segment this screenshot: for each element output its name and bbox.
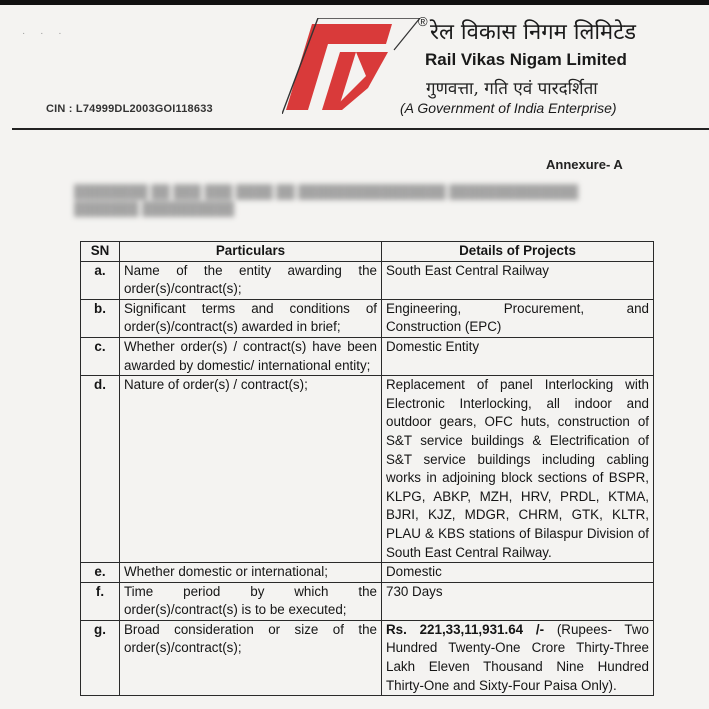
column-header-details: Details of Projects	[382, 242, 654, 262]
table-header-row	[81, 242, 654, 262]
company-name: Rail Vikas Nigam Limited	[425, 50, 627, 69]
contract-amount: Rs. 221,33,11,931.64 /-	[386, 621, 545, 637]
row-particular: Time period by which the order(s)/contract(s) is to be executed;	[120, 582, 382, 620]
row-sn: d.	[81, 376, 120, 563]
row-particular: Whether domestic or international;	[120, 563, 382, 583]
cin-number: CIN : L74999DL2003GOI118633	[46, 103, 213, 115]
contract-amount-words: (Rupees- Two Hundred Twenty-One Crore Thirty-Three Lakh Eleven Thousand Nine Hundred Thirty-One and Sixty-Four Paisa Only).	[386, 621, 649, 693]
table-row	[81, 261, 654, 299]
column-header-particulars: Particulars	[120, 242, 382, 262]
row-detail	[382, 620, 654, 695]
row-detail: Engineering, Procurement, and Construction (EPC)	[382, 299, 654, 337]
top-border	[0, 0, 709, 5]
row-particular: Name of the entity awarding the order(s)/contract(s);	[120, 261, 382, 299]
row-detail: 730 Days	[382, 582, 654, 620]
project-details-table	[80, 241, 654, 696]
row-detail: Replacement of panel Interlocking with Electronic Interlocking, all indoor and outdoor gears, OFC huts, construction of S&T service buildings & Electrification of S&T service buildings including cabling works in adjoining block sections of BSPR, KLPG, ABKP, MZH, HRV, PRDL, KTMA, BJRI, KJZ, MDGR, CHRM, GTK, KLTR, PLAU & KBS stations of Bilaspur Division of South East Central Railway.	[382, 376, 654, 563]
redacted-heading: ████████ ██ ███ ███ ████ ██ ████████████████ ██████████████ ███████ ██████████	[74, 184, 579, 216]
row-particular: Whether order(s) / contract(s) have been awarded by domestic/ international entity;	[120, 337, 382, 375]
company-tagline-hindi: गुणवत्ता, गति एवं पारदर्शिता	[426, 79, 598, 99]
scan-specks: · · ·	[22, 28, 68, 39]
annexure-label: Annexure- A	[546, 157, 623, 172]
government-enterprise-line: (A Government of India Enterprise)	[400, 100, 617, 116]
row-particular: Significant terms and conditions of order(s)/contract(s) awarded in brief;	[120, 299, 382, 337]
column-header-sn: SN	[81, 242, 120, 262]
row-sn: a.	[81, 261, 120, 299]
table-row	[81, 337, 654, 375]
table-row	[81, 376, 654, 563]
row-detail: Domestic	[382, 563, 654, 583]
row-sn: g.	[81, 620, 120, 695]
row-sn: e.	[81, 563, 120, 583]
registered-mark: ®	[418, 14, 428, 29]
table-row	[81, 563, 654, 583]
company-name-hindi: रेल विकास निगम लिमिटेड	[430, 20, 637, 45]
row-particular: Broad consideration or size of the order(s)/contract(s);	[120, 620, 382, 695]
table-row	[81, 582, 654, 620]
row-detail: Domestic Entity	[382, 337, 654, 375]
row-sn: f.	[81, 582, 120, 620]
row-sn: c.	[81, 337, 120, 375]
table-row	[81, 299, 654, 337]
header-divider	[12, 128, 709, 130]
row-sn: b.	[81, 299, 120, 337]
row-particular: Nature of order(s) / contract(s);	[120, 376, 382, 563]
table-row	[81, 620, 654, 695]
row-detail: South East Central Railway	[382, 261, 654, 299]
